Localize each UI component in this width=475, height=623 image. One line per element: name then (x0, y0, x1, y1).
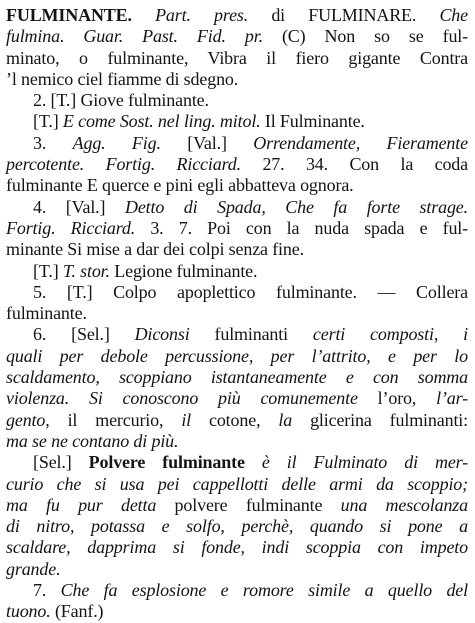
text-run: tuono. (6, 601, 51, 622)
text-run: Il Fulminante. (260, 111, 365, 132)
sense-4-sub (6, 261, 468, 282)
text-run: minante Si mise a dar dei colpi senza fine. (6, 239, 304, 260)
text-run: Agg. Fig. (72, 132, 161, 153)
entry-line (6, 26, 468, 47)
entry-line (6, 601, 468, 622)
sense-4 (6, 197, 468, 218)
text-run: Diconsi (134, 324, 190, 345)
entry-line (6, 516, 468, 537)
text-run: è il Fulminato di mer- (244, 452, 468, 473)
entry-line (6, 474, 468, 495)
text-run: curio che si usa pei cappellotti delle armi da scoppio; (6, 473, 468, 494)
text-run: fulmina. Guar. Past. Fid. pr. (6, 26, 263, 47)
text-run: (C) Non so se ful- (262, 26, 468, 47)
text-run: 3. (33, 132, 73, 153)
entry-line (6, 431, 468, 452)
text-run: fulminante. (6, 303, 87, 324)
text-run: Che (439, 5, 468, 25)
text-run: Part. pres. (155, 5, 249, 25)
entry-line (6, 175, 468, 196)
entry-line (6, 5, 468, 26)
sense-5 (6, 282, 468, 303)
entry-line (6, 303, 468, 324)
sense-2-sub (6, 111, 468, 132)
text-run (132, 5, 155, 25)
text-run: fulminante E querce e pini egli abbatteva ognora. (6, 175, 354, 196)
text-run: Che fa esplosione e romore simile a quello del (60, 580, 468, 601)
text-run: violenza. Si conoscono più comunemente (6, 388, 358, 409)
text-run: (Fanf.) (50, 601, 104, 622)
text-run: il mercurio, (67, 409, 182, 430)
sense-6-sub (6, 452, 468, 473)
entry-line (6, 346, 468, 367)
text-run: T. stor. (62, 260, 110, 281)
text-run: scaldare, dapprima si fonde, indi scoppia con impeto (6, 537, 468, 558)
entry-line (6, 48, 468, 69)
text-run: l’ar- (436, 388, 468, 409)
text-run: gento, (6, 409, 68, 430)
text-run: di nitro, potassa e solfo, perchè, quando si pone a (6, 516, 468, 537)
text-run: grande. (6, 558, 61, 579)
text-run: Detto di Spada, Che fa forte strage. (124, 196, 468, 217)
text-run: minato, o fulminante, Vibra il fiero gigante Contra (6, 47, 468, 68)
text-run: una mescolanza (340, 494, 469, 515)
entry-line (6, 388, 468, 409)
text-run: Polvere fulminante (88, 452, 245, 473)
text-run: FULMINANTE. (6, 5, 132, 25)
text-run: il (181, 409, 192, 430)
text-run: certi composti, i (312, 324, 468, 345)
text-run: di FULMINARE. (248, 5, 440, 25)
text-run: 3. 7. Poi con la nuda spada e ful- (135, 217, 468, 238)
entry-line (6, 154, 468, 175)
text-run: Fortig. Ricciard. (6, 217, 136, 238)
text-run: 4. [Val.] (33, 196, 125, 217)
text-run: glicerina fulminanti: (292, 409, 468, 430)
text-run: ma se ne contano di più. (6, 430, 179, 451)
text-run: [Sel.] (33, 452, 89, 473)
text-run: Legione fulminante. (109, 260, 258, 281)
entry-line (6, 367, 468, 388)
text-run: ’l nemico ciel fiamme di sdegno. (6, 68, 239, 89)
text-run: la (278, 409, 293, 430)
text-run: [Val.] (160, 132, 254, 153)
text-run: scaldamento, scoppiano istantaneamente e con somma (6, 367, 468, 388)
text-run: fulminanti (189, 324, 313, 345)
entry-line (6, 495, 468, 516)
text-run: l’oro, (357, 388, 437, 409)
entry-line (6, 410, 468, 431)
entry-line (6, 537, 468, 558)
text-run: 7. (33, 580, 61, 601)
sense-6 (6, 324, 468, 345)
text-run: polvere fulminante (156, 494, 341, 515)
text-run: 27. 34. Con la coda (240, 154, 468, 175)
text-run: quali per debole percussione, per l’attrito, e per lo (6, 345, 468, 366)
text-run: percotente. Fortig. Ricciard. (6, 154, 241, 175)
text-run: 6. [Sel.] (33, 324, 135, 345)
sense-3 (6, 133, 468, 154)
entry-line (6, 559, 468, 580)
text-run: 5. [T.] Colpo apoplettico fulminante. — Collera (33, 281, 468, 302)
text-run: 2. [T.] Giove fulminante. (33, 90, 209, 111)
text-run: [T.] (33, 111, 63, 132)
text-run: [T.] (33, 260, 63, 281)
entry-line (6, 239, 468, 260)
text-run: Orrendamente, Fieramente (253, 132, 468, 153)
entry-line (6, 69, 468, 90)
text-run: cotone, (191, 409, 279, 430)
sense-7 (6, 580, 468, 601)
text-run: ma fu pur detta (6, 494, 157, 515)
entry-line (6, 218, 468, 239)
text-run: E come Sost. nel ling. mitol. (62, 111, 261, 132)
sense-2 (6, 90, 468, 111)
